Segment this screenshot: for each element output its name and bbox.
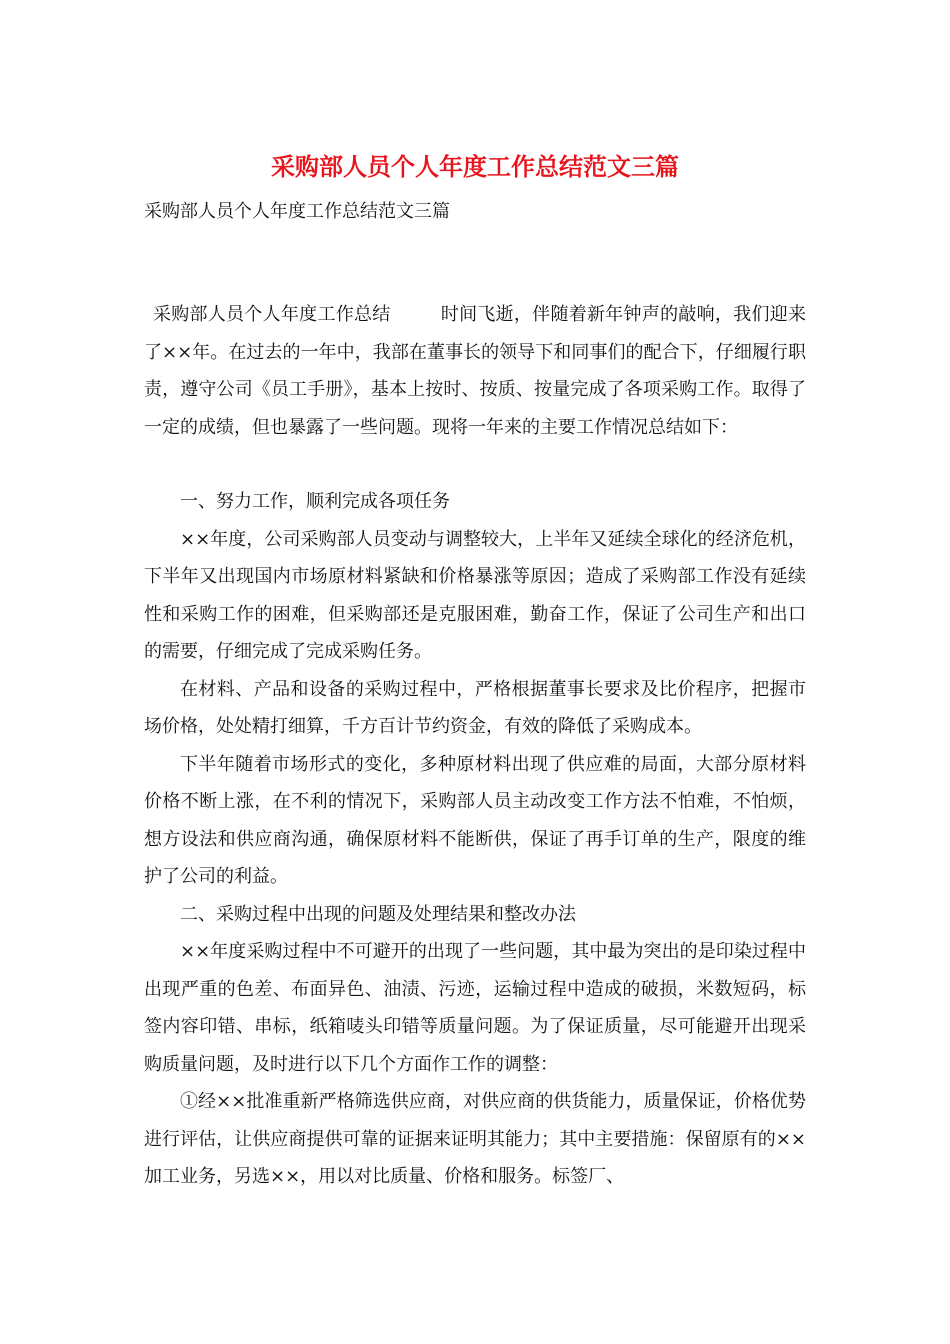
intro-heading: 采购部人员个人年度工作总结 [153, 304, 391, 325]
section2-heading: 二、采购过程中出现的问题及处理结果和整改办法 [180, 903, 576, 925]
intro-text: 时间飞逝，伴随着新年钟声的敲响，我们迎来了××年。在过去的一年中，我部在董事长的领导下和同事们的配合下，仔细履行职责，遵守公司《员工手册》，基本上按时、按质、按量完成了各项采购工作。取得了一定的成绩，但也暴露了一些问题。现将一年来的主要工作情况总结如下： [144, 304, 806, 438]
section1-heading: 一、努力工作，顺利完成各项任务 [180, 491, 450, 512]
document-title: 采购部人员个人年度工作总结范文三篇 [271, 152, 679, 181]
section2-paragraph-2: ①经××批准重新严格筛选供应商，对供应商的供货能力，质量保证，价格优势进行评估，让供应商提供可靠的证据来证明其能力；其中主要措施：保留原有的××加工业务，另选××，用以对比质量、价格和服务。标签厂、 [144, 1091, 806, 1187]
document-body [144, 296, 806, 1196]
section2-paragraph-1: ××年度采购过程中不可避开的出现了一些问题，其中最为突出的是印染过程中出现严重的色差、布面异色、油渍、污迹，运输过程中造成的破损，米数短码，标签内容印错、串标，纸箱唛头印错等质量问题。为了保证质量，尽可能避开出现采购质量问题，及时进行以下几个方面作工作的调整： [144, 941, 806, 1075]
paragraph-spacer [144, 446, 806, 483]
section1-paragraph-3: 下半年随着市场形式的变化，多种原材料出现了供应难的局面，大部分原材料价格不断上涨，在不利的情况下，采购部人员主动改变工作方法不怕难，不怕烦，想方设法和供应商沟通，确保原材料不能断供，保证了再手订单的生产，限度的维护了公司的利益。 [144, 753, 806, 887]
intro-paragraph [144, 296, 806, 446]
document-subtitle: 采购部人员个人年度工作总结范文三篇 [144, 201, 450, 222]
section1-paragraph-2: 在材料、产品和设备的采购过程中，严格根据董事长要求及比价程序，把握市场价格，处处精打细算，千方百计节约资金，有效的降低了采购成本。 [144, 678, 806, 737]
section1-paragraph-1: ××年度，公司采购部人员变动与调整较大，上半年又延续全球化的经济危机，下半年又出现国内市场原材料紧缺和价格暴涨等原因；造成了采购部工作没有延续性和采购工作的困难，但采购部还是克服困难，勤奋工作，保证了公司生产和出口的需要，仔细完成了完成采购任务。 [144, 528, 806, 662]
